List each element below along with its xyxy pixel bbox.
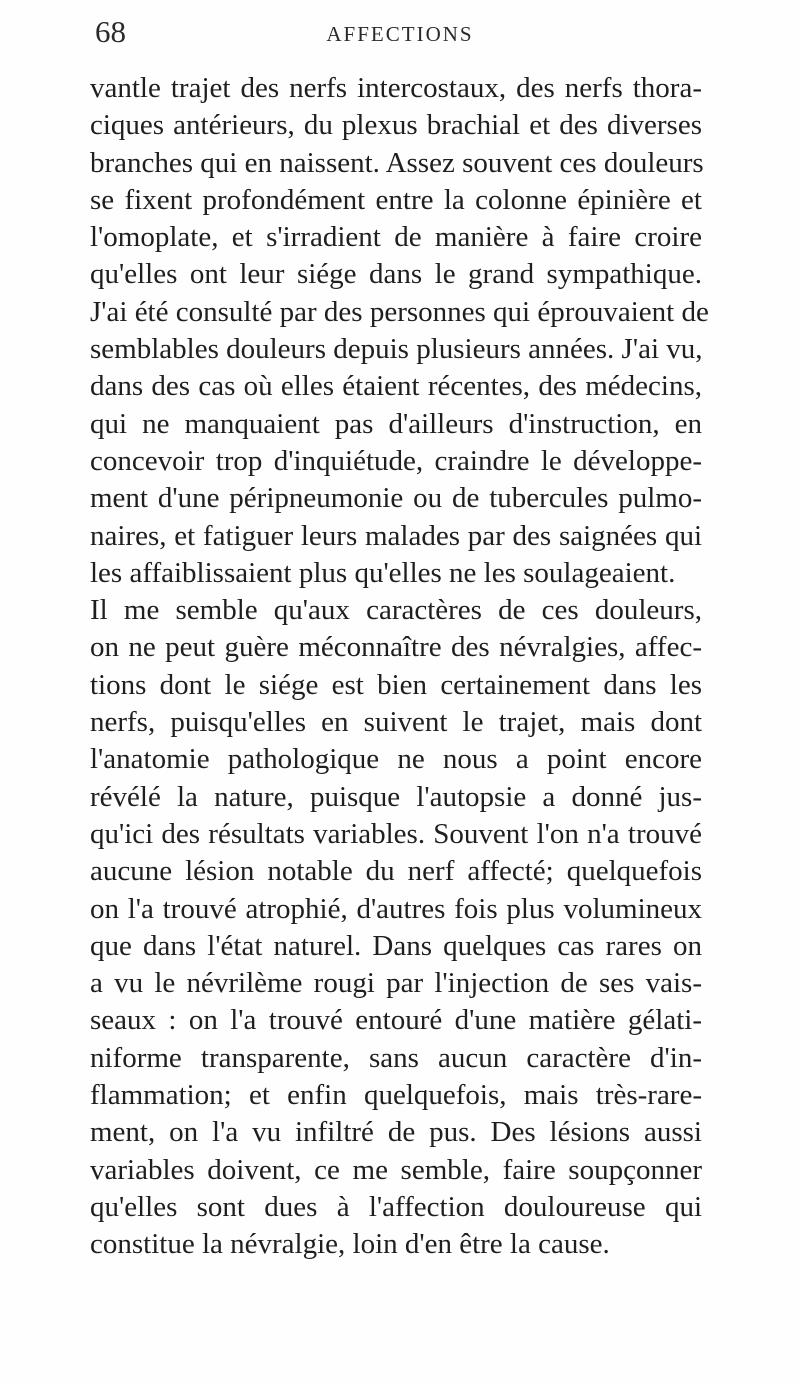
text-line: nerfs, puisqu'elles en suivent le trajet, mais dont (90, 706, 702, 739)
text-line: qu'ici des résultats variables. Souvent l'on n'a trouvé (90, 817, 702, 850)
text-line: flammation; et enfin quelquefois, mais très-rare- (90, 1079, 702, 1112)
text-line: aucune lésion notable du nerf affecté; quelquefois (90, 855, 702, 888)
text-line: qu'elles ont leur siége dans le grand sympathique. (90, 258, 702, 291)
text-line: se fixent profondément entre la colonne épinière et (90, 183, 702, 216)
text-line: on l'a trouvé atrophié, d'autres fois plus volumineux (90, 892, 702, 925)
text-line: naires, et fatiguer leurs malades par des saignées qui (90, 519, 702, 552)
text-line: vantle trajet des nerfs intercostaux, des nerfs thora- (90, 72, 702, 104)
text-line: concevoir trop d'inquiétude, craindre le développe- (90, 444, 702, 477)
text-line: branches qui en naissent. Assez souvent ces douleurs (90, 146, 704, 179)
text-line: l'omoplate, et s'irradient de manière à faire croire (90, 221, 702, 254)
text-line: révélé la nature, puisque l'autopsie a donné jus- (90, 780, 702, 813)
text-line: l'anatomie pathologique ne nous a point encore (90, 743, 702, 776)
text-line: les affaiblissaient plus qu'elles ne les soulageaient. (90, 556, 676, 589)
text-line: a vu le névrilème rougi par l'injection de ses vais- (90, 967, 702, 1000)
text-line: semblables douleurs depuis plusieurs années. J'ai vu, (90, 333, 703, 366)
text-line: seaux : on l'a trouvé entouré d'une matière gélati- (90, 1004, 702, 1037)
text-line: qu'elles sont dues à l'affection douloureuse qui (90, 1190, 702, 1223)
running-title: AFFECTIONS (326, 22, 474, 46)
text-line: on ne peut guère méconnaître des névralgies, affec- (90, 631, 702, 664)
body-text (90, 70, 709, 1264)
text-line: ciques antérieurs, du plexus brachial et des diverses (90, 109, 702, 142)
page-number: 68 (95, 14, 126, 49)
text-line: tions dont le siége est bien certainement dans les (90, 668, 702, 701)
text-line: constitue la névralgie, loin d'en être la cause. (90, 1228, 610, 1261)
text-line: ment, on l'a vu infiltré de pus. Des lésions aussi (90, 1116, 702, 1149)
text-line: dans des cas où elles étaient récentes, des médecins, (90, 370, 702, 403)
text-line: ment d'une péripneumonie ou de tubercules pulmo- (90, 482, 702, 515)
text-line: variables doivent, ce me semble, faire soupçonner (90, 1153, 702, 1186)
page-header (95, 14, 705, 54)
text-line: J'ai été consulté par des personnes qui éprouvaient de (90, 295, 709, 328)
text-line: qui ne manquaient pas d'ailleurs d'instruction, en (90, 407, 702, 440)
text-line: que dans l'état naturel. Dans quelques cas rares on (90, 929, 702, 962)
text-line: Il me semble qu'aux caractères de ces douleurs, (90, 594, 702, 627)
text-line: niforme transparente, sans aucun caractère d'in- (90, 1041, 702, 1074)
